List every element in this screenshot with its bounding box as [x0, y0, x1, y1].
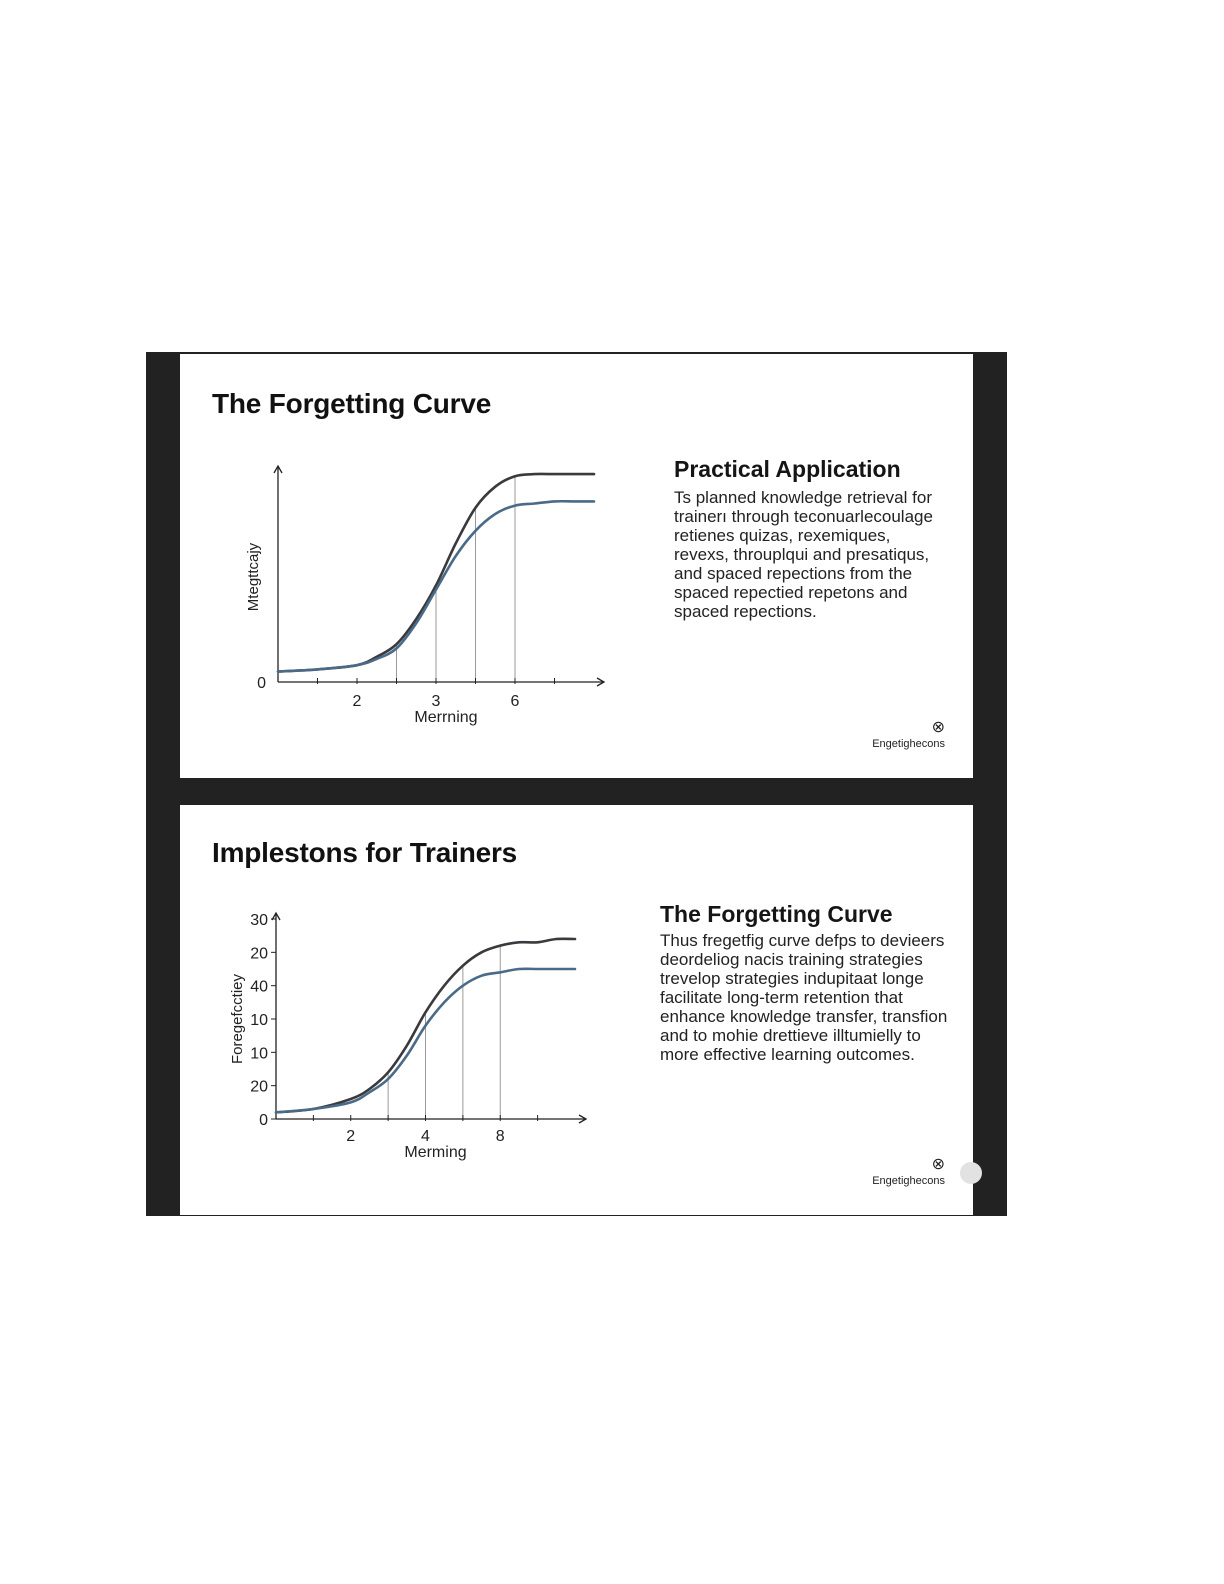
panel-body: Thus fregetfig curve defps to devieers deordeliog nacis training strategies trevelop strategies indupitaat longe facilitate long-term retention that enhance knowledge transfer, transfion and to mohie drettieve illtumielly to more effective learning outcomes.: [660, 931, 948, 1064]
y-tick-label: 10: [250, 1012, 268, 1029]
panel-body: Ts planned knowledge retrieval for trainerı through teconuarlecoulage retienes quizas, rexemiques, revexs, throuplqui and presatiqus, and spaced repections from the spaced repectied repetons and spaced repections.: [674, 488, 933, 621]
x-tick-label: 2: [346, 1128, 356, 1145]
brand-mark: [872, 720, 945, 750]
x-axis-title: Merrning: [414, 709, 478, 726]
y-tick-label: 10: [250, 1045, 268, 1063]
panel-heading: Practical Application: [674, 456, 901, 482]
x-tick-label: 6: [510, 693, 520, 710]
slide-title: The Forgetting Curve: [212, 388, 492, 419]
brand-mark: [872, 1157, 945, 1187]
x-tick-label: 3: [431, 693, 441, 710]
y-tick-label: 20: [250, 945, 268, 963]
x-tick-label: 8: [495, 1128, 505, 1145]
y-tick-label: 0: [259, 1112, 268, 1129]
brand-logo-icon: ⊗: [931, 719, 945, 736]
y-tick-label: 30: [250, 912, 268, 929]
x-tick-label: 2: [352, 693, 362, 710]
brand-logo-icon: ⊗: [931, 1156, 945, 1173]
y-axis-title: Foregefcctiey: [229, 973, 246, 1065]
y-tick-label: 40: [250, 978, 268, 996]
y-tick-label: 0: [257, 675, 266, 692]
y-tick-label: 20: [250, 1078, 268, 1096]
brand-name: Engetighecons: [872, 738, 945, 750]
slide-title: Implestons for Trainers: [212, 837, 518, 868]
x-tick-label: 4: [421, 1128, 430, 1145]
slide-implications: [180, 805, 973, 1215]
panel-heading: The Forgetting Curve: [660, 901, 893, 927]
slide-scroll-handle[interactable]: [960, 1162, 982, 1184]
x-axis-title: Merming: [404, 1144, 467, 1161]
brand-name: Engetighecons: [872, 1175, 945, 1187]
slide-forgetting-curve: [180, 354, 973, 778]
y-axis-title: Mtegttcajy: [245, 542, 262, 612]
